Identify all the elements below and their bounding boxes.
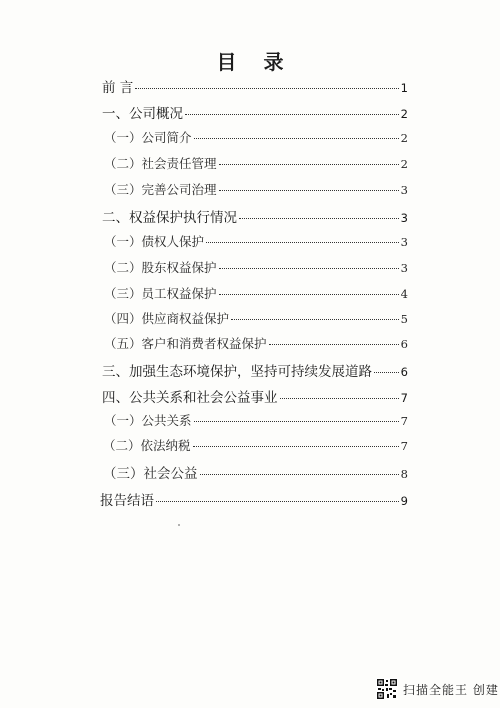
toc-dot-leader [239,218,399,219]
toc-entry-2-2[interactable] [104,258,408,276]
toc-dot-leader [194,421,399,422]
toc-dot-leader [231,319,399,320]
toc-entry-label: 一、公司概况 [102,106,183,122]
toc-page-number: 7 [400,439,408,453]
toc-dot-leader [280,398,399,399]
scanner-watermark [376,678,499,700]
toc-page-number: 7 [400,414,408,428]
toc-dot-leader [219,190,399,191]
toc-entry-label: （三）社会公益 [103,466,198,482]
toc-entry-1-1[interactable] [104,128,408,146]
toc-entry-section-3[interactable] [102,360,408,380]
toc-page-number: 2 [400,107,408,121]
toc-entry-2-3[interactable] [104,284,408,302]
page-title: 目 录 [216,50,294,74]
scan-speck [178,524,180,526]
toc-entry-label: 四、公共关系和社会公益事业 [102,390,278,406]
toc-page-number: 3 [400,211,408,225]
toc-entry-label: （二）依法纳税 [103,438,191,453]
toc-entry-label: （三）完善公司治理 [104,182,217,197]
toc-entry-4-2[interactable] [103,436,408,454]
toc-entry-2-5[interactable] [104,334,408,352]
toc-entry-2-4[interactable] [104,309,408,327]
toc-entry-label: 报告结语 [100,493,154,509]
toc-dot-leader [194,138,399,139]
toc-entry-section-2[interactable] [102,206,408,226]
toc-page-number: 3 [400,261,408,275]
toc-entry-label: （三）员工权益保护 [104,286,217,301]
toc-dot-leader [269,344,399,345]
toc-dot-leader [206,242,399,243]
toc-dot-leader [219,268,399,269]
toc-page-number: 3 [400,183,408,197]
toc-dot-leader [156,501,399,502]
qr-code-icon [376,678,398,700]
toc-dot-leader [200,474,399,475]
toc-dot-leader [374,372,399,373]
toc-page-number: 7 [400,391,408,405]
toc-page-number: 3 [400,235,408,249]
toc-page-number: 6 [400,365,408,379]
toc-entry-label: （五）客户和消费者权益保护 [104,336,267,351]
watermark-text: 扫描全能王 创建 [403,682,499,697]
toc-entry-label: （一）公司简介 [104,130,192,145]
toc-dot-leader [219,164,399,165]
toc-page-number: 2 [400,157,408,171]
toc-entry-4-1[interactable] [104,411,408,429]
toc-entry-conclusion[interactable] [100,489,408,509]
toc-entry-label: （二）社会责任管理 [104,156,217,171]
toc-entry-label: （一）公共关系 [104,413,192,428]
toc-entry-4-3[interactable] [103,462,408,482]
toc-page-number: 8 [400,467,408,481]
toc-dot-leader [135,88,398,89]
toc-page-number: 4 [400,287,408,301]
toc-entry-label: 前 言 [102,80,134,96]
toc-page-number: 6 [400,337,408,351]
toc-entry-section-1[interactable] [102,102,408,122]
toc-entry-label: 三、加强生态环境保护，坚持可持续发展道路 [102,364,372,380]
toc-page-number: 9 [400,494,408,508]
toc-entry-2-1[interactable] [104,232,408,250]
toc-entry-label: 二、权益保护执行情况 [102,210,237,226]
toc-entry-preface[interactable] [102,76,408,96]
toc-entry-label: （一）债权人保护 [104,234,205,249]
toc-page-number: 5 [400,312,408,326]
toc-page-number: 2 [400,131,408,145]
toc-dot-leader [193,446,399,447]
toc-entry-label: （二）股东权益保护 [104,260,217,275]
toc-dot-leader [185,114,399,115]
toc-dot-leader [219,294,399,295]
toc-entry-1-2[interactable] [104,154,408,172]
toc-page-number: 1 [400,81,408,95]
toc-entry-label: （四）供应商权益保护 [104,311,230,326]
toc-entry-section-4[interactable] [102,386,408,406]
toc-entry-1-3[interactable] [104,180,408,198]
